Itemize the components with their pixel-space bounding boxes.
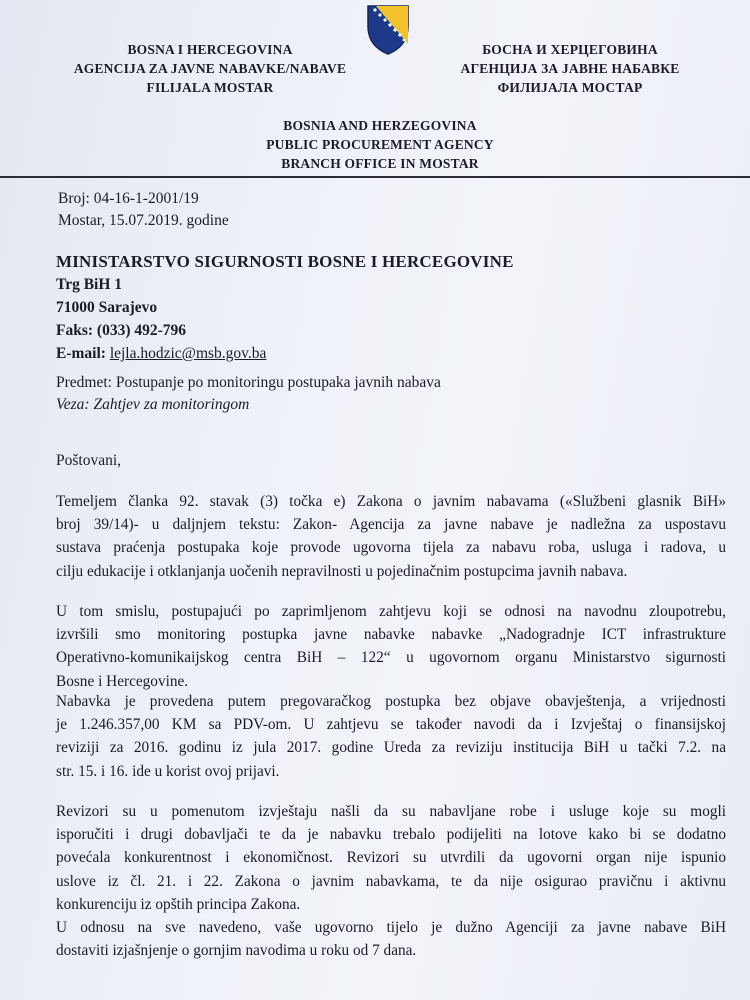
header-latin-line: AGENCIJA ZA JAVNE NABAVKE/NABAVE	[73, 61, 347, 76]
header-cyrillic-line: БОСНА И ХЕРЦЕГОВИНА	[482, 42, 658, 57]
paragraph-2	[56, 600, 726, 693]
addressee-street: Trg BiH 1	[56, 276, 123, 293]
paragraph-3	[56, 690, 726, 783]
header-latin-line: FILIJALA MOSTAR	[146, 80, 274, 95]
text-line: Operativno-komunikaijskog centra BiH – 122“ u ugovornom organu Ministarstvo sigurnosti	[56, 649, 726, 667]
text-line: str. 15. i 16. ide u korist ovoj prijavi.	[56, 762, 280, 780]
text-line: reviziji za 2016. godinu iz jula 2017. godine Ureda za reviziju institucija BiH u tački 7.2. na	[56, 739, 726, 757]
paragraph-1	[56, 490, 726, 583]
text-line: isporučiti i drugi dobavljači te da je nabavku trebalo podijeliti na lotove kako bi se dodatno	[56, 826, 726, 844]
text-line: je 1.246.357,00 KM sa PDV-om. U zahtjevu se također navodi da i Izvještaj o finansijskoj	[56, 716, 726, 734]
addressee-organization: MINISTARSTVO SIGURNOSTI BOSNE I HERCEGOVINE	[56, 252, 514, 271]
header-divider	[0, 176, 750, 178]
header-cyrillic-line: ФИЛИЈАЛА МОСТАР	[497, 80, 643, 95]
header-english-line: BOSNIA AND HERZEGOVINA	[283, 118, 477, 133]
header-cyrillic	[420, 40, 720, 97]
text-line: konkurenciju iz opštih principa Zakona.	[56, 895, 301, 913]
text-line: cilju edukacije i otklanjanja uočenih nepravilnosti u pojedinačnim postupcima javnih nabava.	[56, 562, 628, 580]
text-line: sustava praćenja postupaka koje provode ugovorna tijela za nabavu roba, usluga i radova, u	[56, 539, 726, 557]
subject-line: Predmet: Postupanje po monitoringu postupaka javnih nabava	[56, 374, 441, 391]
text-line: U tom smislu, postupajući po zaprimljenom zahtjevu koji se odnosi na navodnu zloupotrebu,	[56, 603, 726, 620]
addressee-email-row	[56, 342, 514, 365]
place-date: Mostar, 15.07.2019. godine	[58, 212, 229, 229]
reference-block	[58, 188, 229, 232]
text-line: Nabavka je provedena putem pregovaračkog postupka bez objave obavještenja, a vrijednosti	[56, 693, 726, 710]
text-line: dostaviti izjašnjenje o gornjim navodima u roku od 7 dana.	[56, 942, 417, 960]
text-line: Temeljem članka 92. stavak (3) točka e) Zakona o javnim nabavama («Službeni glasnik BiH»	[56, 493, 726, 510]
text-line: Bosne i Hercegovine.	[56, 672, 189, 690]
header-latin	[40, 40, 380, 97]
addressee-block	[56, 250, 514, 365]
subject-block	[56, 372, 441, 416]
header-cyrillic-line: АГЕНЦИЈА ЗА ЈАВНЕ НАБАВКЕ	[460, 61, 680, 76]
text-line: broj 39/14)- u daljnjem tekstu: Zakon- Agencija za javne nabave je nadležna za uspostavu	[56, 516, 726, 534]
reference-line: Veza: Zahtjev za monitoringom	[56, 396, 250, 413]
addressee-fax: Faks: (033) 492-796	[56, 322, 187, 339]
addressee-city: 71000 Sarajevo	[56, 299, 158, 316]
header-english-line: PUBLIC PROCUREMENT AGENCY	[266, 137, 494, 152]
text-line: U odnosu na sve navedeno, vaše ugovorno tijelo je dužno Agenciji za javne nabave BiH	[56, 919, 726, 936]
header-english-line: BRANCH OFFICE IN MOSTAR	[281, 156, 479, 171]
email-label: E-mail:	[56, 345, 106, 362]
header-latin-line: BOSNA I HERCEGOVINA	[127, 42, 293, 57]
greeting: Poštovani,	[56, 452, 122, 469]
paragraph-5	[56, 916, 726, 962]
text-line: izvršili smo monitoring postupka javne nabavke nabavke „Nadogradnje ICT infrastrukture	[56, 626, 726, 644]
text-line: uslove iz čl. 21. i 22. Zakona o javnim nabavkama, te da nije osigurao pravičnu i aktivnu	[56, 872, 726, 890]
paragraph-4	[56, 800, 726, 916]
text-line: Revizori su u pomenutom izvještaju našli da su nabavljane robe i usluge koje su mogli	[56, 803, 726, 820]
email-link[interactable]: lejla.hodzic@msb.gov.ba	[109, 345, 267, 362]
header-english	[230, 116, 530, 173]
text-line: povećala konkurentnost i ekonomičnost. Revizori su utvrdili da ugovorni organ nije ispunio	[56, 849, 726, 867]
reference-number: Broj: 04-16-1-2001/19	[58, 190, 199, 207]
